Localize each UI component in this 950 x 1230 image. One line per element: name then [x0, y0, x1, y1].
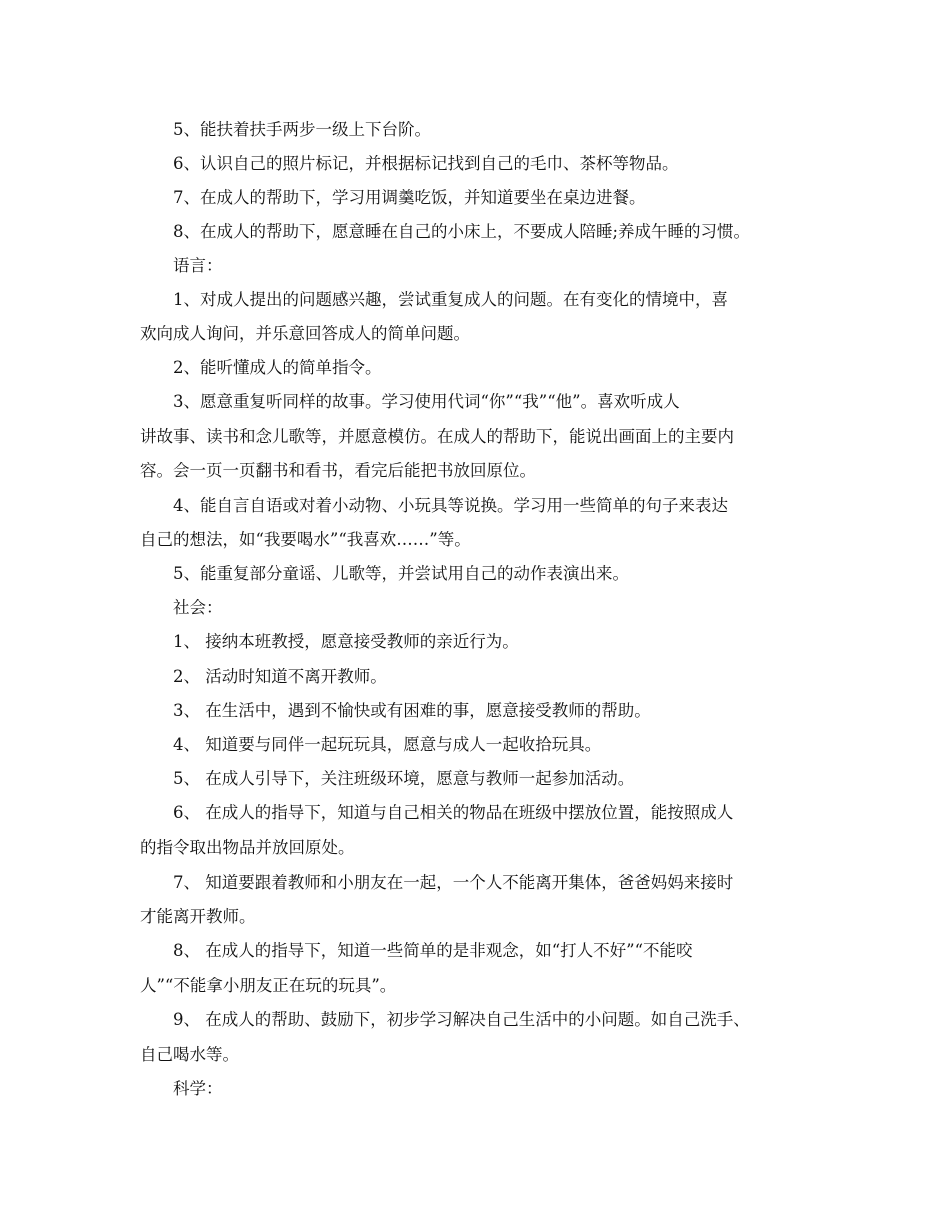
paragraph-line: 7、在成人的帮助下，学习用调羹吃饭，并知道要坐在桌边进餐。: [173, 188, 646, 207]
paragraph-line: 容。会一页一页翻书和看书，看完后能把书放回原位。: [140, 461, 536, 480]
paragraph-line: 自己的想法，如“我要喝水”“我喜欢……”等。: [140, 530, 471, 549]
paragraph-line: 1、对成人提出的问题感兴趣，尝试重复成人的问题。在有变化的情境中，喜: [173, 290, 728, 309]
section-heading-society: 社会：: [173, 598, 223, 617]
paragraph-line: 3、愿意重复听同样的故事。学习使用代词“你”“我”“他”。喜欢听成人: [173, 392, 680, 411]
section-heading-language: 语言：: [173, 256, 223, 275]
section-heading-science: 科学：: [173, 1079, 223, 1098]
paragraph-line: 3、 在生活中，遇到不愉快或有困难的事，愿意接受教师的帮助。: [173, 701, 651, 720]
paragraph-line: 5、能扶着扶手两步一级上下台阶。: [173, 120, 431, 139]
paragraph-line: 人”“不能拿小朋友正在玩的玩具”。: [140, 976, 397, 995]
paragraph-line: 欢向成人询问，并乐意回答成人的简单问题。: [140, 324, 470, 343]
paragraph-line: 2、 活动时知道不离开教师。: [173, 667, 387, 686]
paragraph-line: 的指令取出物品并放回原处。: [140, 838, 355, 857]
paragraph-line: 8、 在成人的指导下，知道一些简单的是非观念，如“打人不好”“不能咬: [173, 941, 693, 960]
paragraph-line: 9、 在成人的帮助、鼓励下，初步学习解决自己生活中的小问题。如自己洗手、: [173, 1010, 750, 1029]
paragraph-line: 8、在成人的帮助下，愿意睡在自己的小床上，不要成人陪睡;养成午睡的习惯。: [173, 222, 751, 241]
paragraph-line: 才能离开教师。: [140, 907, 256, 926]
paragraph-line: 1、 接纳本班教授，愿意接受教师的亲近行为。: [173, 632, 519, 651]
paragraph-line: 7、 知道要跟着教师和小朋友在一起，一个人不能离开集体，爸爸妈妈来接时: [173, 873, 734, 892]
paragraph-line: 讲故事、读书和念儿歌等，并愿意模仿。在成人的帮助下，能说出画面上的主要内: [140, 427, 734, 446]
paragraph-line: 6、认识自己的照片标记，并根据标记找到自己的毛巾、茶杯等物品。: [173, 154, 679, 173]
paragraph-line: 4、 知道要与同伴一起玩玩具，愿意与成人一起收拾玩具。: [173, 735, 602, 754]
paragraph-line: 5、能重复部分童谣、儿歌等，并尝试用自己的动作表演出来。: [173, 564, 629, 583]
paragraph-line: 4、能自言自语或对着小动物、小玩具等说换。学习用一些简单的句子来表达: [173, 496, 728, 515]
paragraph-line: 2、能听懂成人的简单指令。: [173, 358, 382, 377]
paragraph-line: 自己喝水等。: [140, 1045, 239, 1064]
paragraph-line: 6、 在成人的指导下，知道与自己相关的物品在班级中摆放位置，能按照成人: [173, 803, 734, 822]
paragraph-line: 5、 在成人引导下，关注班级环境，愿意与教师一起参加活动。: [173, 769, 635, 788]
